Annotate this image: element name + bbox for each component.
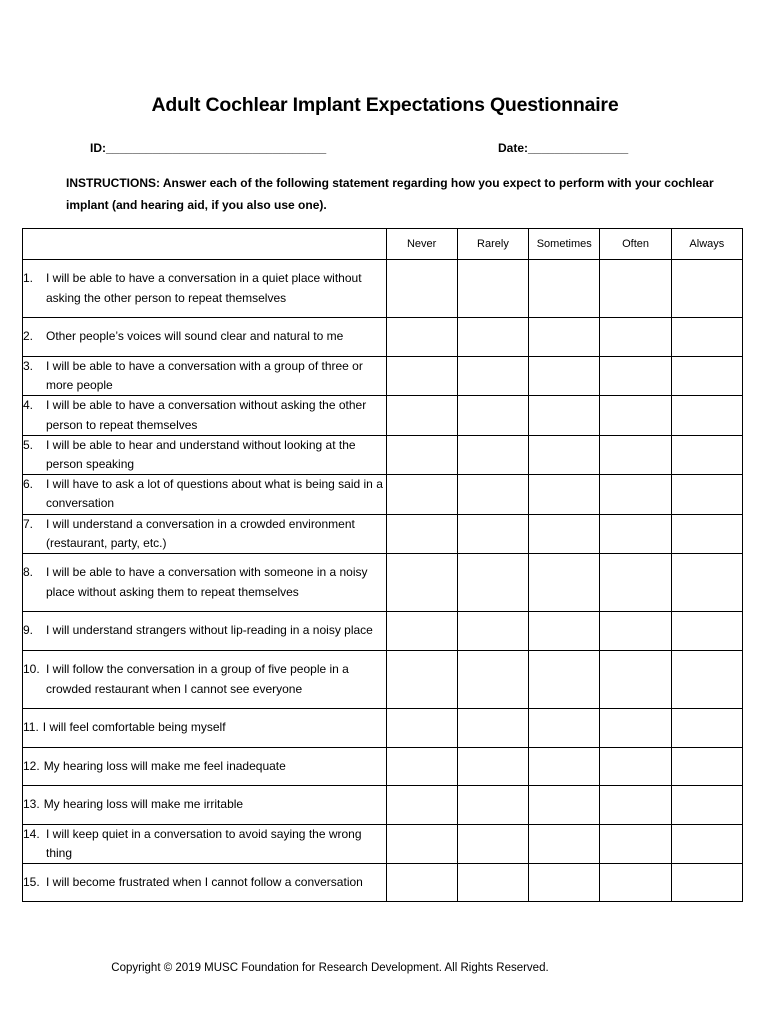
question-row bbox=[23, 260, 743, 318]
question-statement bbox=[23, 260, 387, 318]
answer-cell-sometimes[interactable] bbox=[529, 357, 600, 396]
answer-cell-always[interactable] bbox=[671, 554, 742, 612]
question-number: 5. bbox=[23, 437, 34, 452]
answer-cell-often[interactable] bbox=[600, 651, 671, 709]
answer-cell-sometimes[interactable] bbox=[529, 318, 600, 357]
question-text: I will understand a conversation in a crowded environment (restaurant, party, etc.) bbox=[46, 516, 355, 550]
answer-cell-never[interactable] bbox=[386, 396, 457, 435]
answer-cell-never[interactable] bbox=[386, 864, 457, 902]
answer-cell-sometimes[interactable] bbox=[529, 709, 600, 748]
question-statement bbox=[23, 709, 387, 748]
answer-cell-never[interactable] bbox=[386, 709, 457, 748]
answer-cell-rarely[interactable] bbox=[457, 864, 528, 902]
answer-cell-rarely[interactable] bbox=[457, 709, 528, 748]
question-row bbox=[23, 748, 743, 786]
column-header-sometimes: Sometimes bbox=[529, 229, 600, 260]
answer-cell-rarely[interactable] bbox=[457, 435, 528, 474]
answer-cell-often[interactable] bbox=[600, 748, 671, 786]
answer-cell-never[interactable] bbox=[386, 435, 457, 474]
question-row bbox=[23, 357, 743, 396]
question-row bbox=[23, 475, 743, 514]
answer-cell-often[interactable] bbox=[600, 396, 671, 435]
question-row bbox=[23, 825, 743, 864]
question-statement bbox=[23, 318, 387, 357]
questionnaire-table bbox=[22, 228, 743, 902]
answer-cell-rarely[interactable] bbox=[457, 260, 528, 318]
column-header-always: Always bbox=[671, 229, 742, 260]
answer-cell-rarely[interactable] bbox=[457, 514, 528, 553]
answer-cell-never[interactable] bbox=[386, 357, 457, 396]
question-statement bbox=[23, 651, 387, 709]
question-text: My hearing loss will make me irritable bbox=[43, 797, 244, 812]
answer-cell-rarely[interactable] bbox=[457, 825, 528, 864]
answer-cell-never[interactable] bbox=[386, 554, 457, 612]
answer-cell-always[interactable] bbox=[671, 709, 742, 748]
answer-cell-always[interactable] bbox=[671, 864, 742, 902]
answer-cell-rarely[interactable] bbox=[457, 475, 528, 514]
question-number: 12. bbox=[23, 758, 40, 773]
question-number: 10. bbox=[23, 662, 40, 677]
answer-cell-often[interactable] bbox=[600, 435, 671, 474]
statement-header bbox=[23, 229, 387, 260]
answer-cell-never[interactable] bbox=[386, 612, 457, 651]
answer-cell-sometimes[interactable] bbox=[529, 554, 600, 612]
question-statement bbox=[23, 435, 387, 474]
question-row bbox=[23, 396, 743, 435]
answer-cell-always[interactable] bbox=[671, 475, 742, 514]
question-number: 13. bbox=[23, 797, 40, 812]
answer-cell-often[interactable] bbox=[600, 825, 671, 864]
question-row bbox=[23, 612, 743, 651]
question-text: I will follow the conversation in a group of five people in a crowded restaurant when I cannot see everyone bbox=[46, 662, 349, 696]
question-text: I will be able to have a conversation with a group of three or more people bbox=[46, 359, 363, 393]
answer-cell-never[interactable] bbox=[386, 260, 457, 318]
question-number: 3. bbox=[23, 359, 34, 373]
question-number: 7. bbox=[23, 516, 34, 531]
question-text: I will be able to have a conversation in a quiet place without asking the other person to repeat themselves bbox=[46, 271, 362, 305]
answer-cell-often[interactable] bbox=[600, 554, 671, 612]
answer-cell-often[interactable] bbox=[600, 318, 671, 357]
question-text: I will keep quiet in a conversation to avoid saying the wrong thing bbox=[46, 827, 362, 861]
question-number: 1. bbox=[23, 271, 34, 286]
answer-cell-always[interactable] bbox=[671, 357, 742, 396]
question-number: 8. bbox=[23, 565, 34, 580]
question-number: 4. bbox=[23, 398, 34, 413]
answer-cell-never[interactable] bbox=[386, 825, 457, 864]
question-statement bbox=[23, 396, 387, 435]
question-statement bbox=[23, 554, 387, 612]
answer-cell-sometimes[interactable] bbox=[529, 514, 600, 553]
question-row bbox=[23, 786, 743, 825]
question-text: My hearing loss will make me feel inadequate bbox=[43, 758, 286, 773]
question-row bbox=[23, 554, 743, 612]
instructions: INSTRUCTIONS: Answer each of the following statement regarding how you expect to perform with your cochlear implant (and hearing aid, if you also use one). bbox=[66, 176, 714, 212]
question-text: I will have to ask a lot of questions about what is being said in a conversation bbox=[46, 477, 383, 511]
answer-cell-often[interactable] bbox=[600, 612, 671, 651]
answer-cell-sometimes[interactable] bbox=[529, 864, 600, 902]
answer-cell-always[interactable] bbox=[671, 318, 742, 357]
question-text: I will be able to have a conversation without asking the other person to repeat themselves bbox=[46, 398, 367, 432]
answer-cell-often[interactable] bbox=[600, 709, 671, 748]
question-number: 14. bbox=[23, 827, 40, 842]
answer-cell-always[interactable] bbox=[671, 396, 742, 435]
question-statement bbox=[23, 825, 387, 864]
answer-cell-sometimes[interactable] bbox=[529, 786, 600, 825]
answer-cell-always[interactable] bbox=[671, 435, 742, 474]
answer-cell-never[interactable] bbox=[386, 786, 457, 825]
answer-cell-often[interactable] bbox=[600, 864, 671, 902]
question-row bbox=[23, 709, 743, 748]
question-text: Other people’s voices will sound clear and natural to me bbox=[46, 329, 344, 344]
answer-cell-always[interactable] bbox=[671, 748, 742, 786]
answer-cell-always[interactable] bbox=[671, 514, 742, 553]
header-row bbox=[23, 229, 743, 260]
answer-cell-always[interactable] bbox=[671, 786, 742, 825]
answer-cell-often[interactable] bbox=[600, 786, 671, 825]
answer-cell-rarely[interactable] bbox=[457, 786, 528, 825]
answer-cell-rarely[interactable] bbox=[457, 554, 528, 612]
question-statement bbox=[23, 514, 387, 553]
page-title: Adult Cochlear Implant Expectations Questionnaire bbox=[151, 94, 619, 116]
question-text: I will become frustrated when I cannot follow a conversation bbox=[46, 875, 363, 890]
answer-cell-never[interactable] bbox=[386, 318, 457, 357]
column-header-rarely: Rarely bbox=[457, 229, 528, 260]
question-row bbox=[23, 318, 743, 357]
question-text: I will be able to hear and understand without looking at the person speaking bbox=[46, 437, 356, 472]
question-statement bbox=[23, 357, 387, 396]
answer-cell-sometimes[interactable] bbox=[529, 825, 600, 864]
question-number: 6. bbox=[23, 477, 34, 492]
answer-cell-sometimes[interactable] bbox=[529, 396, 600, 435]
question-number: 15. bbox=[23, 875, 40, 890]
question-text: I will understand strangers without lip-reading in a noisy place bbox=[46, 623, 373, 638]
answer-cell-never[interactable] bbox=[386, 475, 457, 514]
question-row bbox=[23, 864, 743, 902]
answer-cell-often[interactable] bbox=[600, 475, 671, 514]
answer-cell-sometimes[interactable] bbox=[529, 651, 600, 709]
copyright-notice: Copyright © 2019 MUSC Foundation for Research Development. All Rights Reserved. bbox=[111, 962, 549, 974]
answer-cell-rarely[interactable] bbox=[457, 318, 528, 357]
question-row bbox=[23, 435, 743, 474]
question-statement bbox=[23, 612, 387, 651]
question-statement bbox=[23, 786, 387, 825]
answer-cell-always[interactable] bbox=[671, 825, 742, 864]
column-header-often: Often bbox=[600, 229, 671, 260]
question-statement bbox=[23, 475, 387, 514]
answer-cell-rarely[interactable] bbox=[457, 612, 528, 651]
answer-cell-often[interactable] bbox=[600, 357, 671, 396]
answer-cell-often[interactable] bbox=[600, 514, 671, 553]
answer-cell-sometimes[interactable] bbox=[529, 748, 600, 786]
id-field[interactable]: ID:_________________________________ bbox=[90, 141, 327, 155]
question-text: I will feel comfortable being myself bbox=[42, 720, 226, 735]
answer-cell-rarely[interactable] bbox=[457, 396, 528, 435]
answer-cell-sometimes[interactable] bbox=[529, 260, 600, 318]
question-number: 11. bbox=[23, 720, 39, 735]
answer-cell-always[interactable] bbox=[671, 612, 742, 651]
answer-cell-rarely[interactable] bbox=[457, 748, 528, 786]
answer-cell-rarely[interactable] bbox=[457, 651, 528, 709]
answer-cell-always[interactable] bbox=[671, 260, 742, 318]
answer-cell-always[interactable] bbox=[671, 651, 742, 709]
answer-cell-often[interactable] bbox=[600, 260, 671, 318]
question-row bbox=[23, 651, 743, 709]
question-text: I will be able to have a conversation with someone in a noisy place without asking them to repeat themselves bbox=[46, 565, 368, 599]
question-row bbox=[23, 514, 743, 553]
question-number: 2. bbox=[23, 329, 34, 344]
answer-cell-never[interactable] bbox=[386, 748, 457, 786]
date-field[interactable]: Date:_______________ bbox=[498, 141, 629, 155]
answer-cell-rarely[interactable] bbox=[457, 357, 528, 396]
answer-cell-sometimes[interactable] bbox=[529, 435, 600, 474]
question-number: 9. bbox=[23, 623, 34, 638]
answer-cell-sometimes[interactable] bbox=[529, 475, 600, 514]
question-statement bbox=[23, 748, 387, 786]
column-header-never: Never bbox=[386, 229, 457, 260]
answer-cell-sometimes[interactable] bbox=[529, 612, 600, 651]
question-statement bbox=[23, 864, 387, 902]
answer-cell-never[interactable] bbox=[386, 651, 457, 709]
answer-cell-never[interactable] bbox=[386, 514, 457, 553]
